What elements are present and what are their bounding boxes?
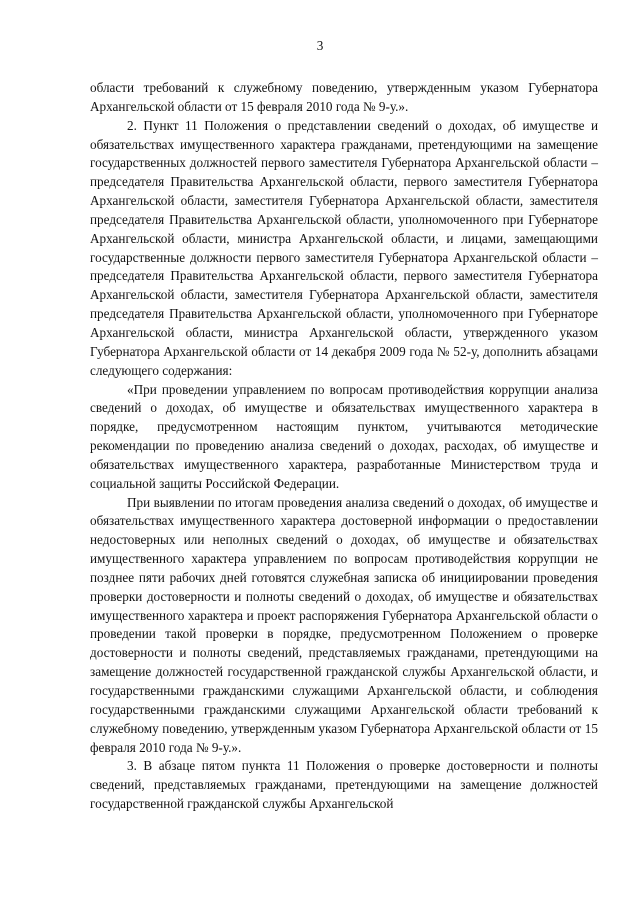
paragraph-continuation: области требований к служебному поведению, утвержденным указом Губернатора Архангельской области от 15 февраля 2010 года № 9-у.». — [90, 80, 598, 114]
paragraph-inserted-verification: При выявлении по итогам проведения анализа сведений о доходах, об имуществе и обязательствах имущественного характера достоверной информации о предоставлении недостоверных или неполных сведений о доходах, об имуществе и обязательствах имущественного характера управлением по вопросам противодействия коррупции не позднее пяти рабочих дней готовятся служебная записка об инициировании проведения проверки достоверности и полноты сведений о доходах, об имуществе и обязательствах имущественного характера и проект распоряжения Губернатора Архангельской области о проведении такой проверки в порядке, предусмотренном Положением о проверке достоверности и полноты сведений, представляемых гражданами, претендующими на замещение должностей государственной гражданской службы Архангельской области, и государственными гражданскими служащими Архангельской области, и соблюдения государственными гражданскими служащими Архангельской области требований к служебному поведению, утвержденным указом Губернатора Архангельской области от 15 февраля 2010 года № 9-у.». — [90, 494, 598, 755]
page-number: 3 — [316, 38, 324, 53]
paragraph-inserted-analysis: «При проведении управлением по вопросам противодействия коррупции анализа сведений о доходах, об имуществе и обязательствах имущественного характера в порядке, предусмотренном настоящим пунктом, учитываются методические рекомендации по проведению анализа сведений о доходах, расходах, об имуществе и обязательствах имущественного характера, разработанные Министерством труда и социальной защиты Российской Федерации. — [90, 381, 598, 491]
document-body — [90, 79, 598, 814]
paragraph-item-2: 2. Пункт 11 Положения о представлении сведений о доходах, об имуществе и обязательствах имущественного характера гражданами, претендующими на замещение государственных должностей первого заместителя Губернатора Архангельской области – председателя Правительства Архангельской области, первого заместителя Губернатора Архангельской области, заместителя Губернатора Архангельской области, заместителя председателя Правительства Архангельской области, уполномоченного при Губернаторе Архангельской области, министра Архангельской области, и лицами, замещающими государственные должности первого заместителя Губернатора Архангельской области – председателя Правительства Архангельской области, первого заместителя Губернатора Архангельской области, заместителя Губернатора Архангельской области, заместителя председателя Правительства Архангельской области, уполномоченного при Губернаторе Архангельской области, министра Архангельской области, утвержденного указом Губернатора Архангельской области от 14 декабря 2009 года № 52-у, дополнить абзацами следующего содержания: — [90, 117, 598, 378]
paragraph-item-3: 3. В абзаце пятом пункта 11 Положения о проверке достоверности и полноты сведений, представляемых гражданами, претендующими на замещение должностей государственной гражданской службы Архангельской — [90, 758, 598, 812]
